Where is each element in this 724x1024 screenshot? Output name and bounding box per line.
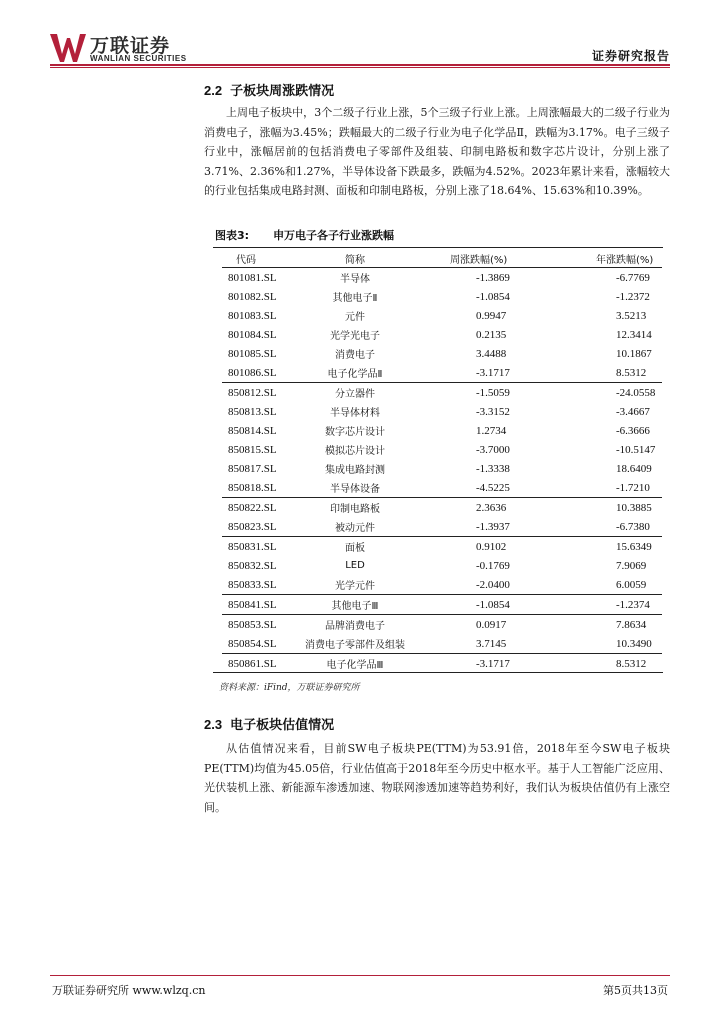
cell-yearly-change: -1.2374	[534, 595, 662, 615]
table-row	[222, 498, 662, 518]
cell-yearly-change: 6.0059	[616, 578, 647, 591]
table-row	[222, 478, 662, 498]
cell-weekly-change: 1.2734	[476, 424, 507, 437]
cell-weekly-change: 0.9102	[408, 537, 534, 557]
cell-code: 801082.SL	[228, 290, 277, 303]
cell-code: 850818.SL	[228, 481, 277, 494]
cell-yearly-change: 10.3490	[616, 637, 652, 650]
cell-name: 电子化学品Ⅲ	[302, 654, 408, 674]
cell-weekly-change: -3.3152	[476, 405, 510, 418]
w-logo-mark-icon	[50, 30, 86, 64]
table-row	[222, 615, 662, 635]
table-row	[222, 595, 662, 615]
table-row	[222, 325, 662, 344]
cell-yearly-change: 7.8634	[534, 615, 662, 635]
cell-yearly-change: 12.3414	[616, 328, 652, 341]
cell-yearly-change: 3.5213	[616, 309, 647, 322]
header-code: 代码	[222, 249, 302, 268]
cell-code: 850854.SL	[228, 637, 277, 650]
cell-name: 集成电路封测	[325, 465, 385, 476]
cell-weekly-change: 2.3636	[408, 498, 534, 518]
table-row	[222, 575, 662, 595]
section-2-2-paragraph: 上周电子板块中，3个二级子行业上涨，5个三级子行业上涨。上周涨幅最大的二级子行业为消费电子，涨幅为3.45%；跌幅最大的二级子行业为电子化学品Ⅱ，跌幅为3.17%。电子三级子行业中，涨幅居前的包括消费电子零部件及组装、印制电路板和数字芯片设计，分别上涨了3.71%、2.36%和1.27%，半导体设备下跌最多，跌幅为4.52%。2023年累计来看，涨幅较大的行业包括集成电路封测、面板和印制电路板，分别上涨了18.64%、15.63%和10.39%。	[204, 106, 670, 198]
cell-yearly-change: -10.5147	[616, 443, 656, 456]
cell-name: 印制电路板	[302, 498, 408, 518]
logo-chinese-name: 万联证券	[90, 35, 171, 57]
header-weekly-change: 周涨跌幅(%)	[408, 249, 534, 268]
cell-name: 面板	[302, 537, 408, 557]
cell-code: 850823.SL	[228, 520, 277, 533]
cell-name: 分立器件	[302, 383, 408, 403]
cell-weekly-change: 0.9947	[476, 309, 507, 322]
header-divider-thin	[50, 67, 670, 68]
table-row	[222, 459, 662, 478]
cell-name: 元件	[345, 312, 365, 323]
section-title-text: 子板块周涨跌情况	[230, 84, 335, 99]
cell-weekly-change: -3.1717	[476, 366, 510, 379]
cell-name: 其他电子Ⅱ	[332, 293, 378, 304]
cell-yearly-change: 7.9069	[616, 559, 647, 572]
section-heading-2-2	[204, 80, 334, 99]
section-number: 2.3	[204, 717, 223, 732]
cell-yearly-change: 8.5312	[616, 366, 647, 379]
cell-weekly-change: -1.3937	[476, 520, 510, 533]
company-logo	[50, 30, 195, 64]
cell-code: 801085.SL	[228, 347, 277, 360]
cell-weekly-change: -3.1717	[408, 654, 534, 674]
table-row	[222, 287, 662, 306]
cell-weekly-change: -0.1769	[476, 559, 510, 572]
cell-yearly-change: -24.0558	[534, 383, 662, 403]
cell-yearly-change: 10.3885	[534, 498, 662, 518]
cell-weekly-change: -1.3338	[476, 462, 510, 475]
footer-page-number: 第5页共13页	[603, 984, 668, 997]
table-row	[222, 440, 662, 459]
cell-name: 光学光电子	[330, 331, 380, 342]
table-row	[222, 556, 662, 575]
header-divider	[50, 64, 670, 66]
table-row	[222, 421, 662, 440]
header-name: 简称	[302, 249, 408, 268]
cell-yearly-change: -6.3666	[616, 424, 650, 437]
cell-name: 消费电子零部件及组装	[305, 640, 405, 651]
cell-yearly-change: 15.6349	[534, 537, 662, 557]
cell-code: 850861.SL	[222, 654, 302, 674]
cell-code: 850813.SL	[228, 405, 277, 418]
table-row	[222, 654, 662, 674]
cell-name: 半导体设备	[330, 484, 380, 495]
industry-performance-table	[222, 249, 662, 673]
cell-name: 被动元件	[335, 523, 375, 534]
cell-weekly-change: -1.0854	[408, 595, 534, 615]
figure-label: 图表3:	[215, 229, 250, 242]
cell-code: 850833.SL	[228, 578, 277, 591]
cell-name: 光学元件	[335, 581, 375, 592]
section-number: 2.2	[204, 83, 223, 98]
table-row	[222, 383, 662, 403]
cell-weekly-change: -3.7000	[476, 443, 510, 456]
cell-name: 半导体材料	[330, 408, 380, 419]
cell-code: 850812.SL	[222, 383, 302, 403]
cell-yearly-change: 10.1867	[616, 347, 652, 360]
cell-name: 模拟芯片设计	[325, 446, 385, 457]
header-yearly-change: 年涨跌幅(%)	[534, 249, 662, 268]
cell-weekly-change: 0.0917	[408, 615, 534, 635]
table-header-row	[222, 249, 662, 268]
cell-yearly-change: -6.7380	[616, 520, 650, 533]
cell-code: 850831.SL	[222, 537, 302, 557]
cell-code: 801084.SL	[228, 328, 277, 341]
cell-yearly-change: -6.7769	[616, 271, 650, 284]
cell-weekly-change: 3.4488	[476, 347, 507, 360]
cell-code: 850815.SL	[228, 443, 277, 456]
footer-website: 万联证券研究所 www.wlzq.cn	[52, 984, 206, 997]
table-row	[222, 402, 662, 421]
section-title-text: 电子板块估值情况	[230, 718, 335, 733]
section-heading-2-3	[204, 714, 334, 733]
cell-code: 801083.SL	[228, 309, 277, 322]
cell-name: 品牌消费电子	[302, 615, 408, 635]
cell-name: 电子化学品Ⅱ	[327, 369, 383, 380]
cell-code: 850841.SL	[222, 595, 302, 615]
cell-code: 850832.SL	[228, 559, 277, 572]
cell-code: 801086.SL	[228, 366, 277, 379]
logo-english-name: WANLIAN SECURITIES	[90, 54, 187, 63]
cell-code: 850822.SL	[222, 498, 302, 518]
cell-name: 数字芯片设计	[325, 427, 385, 438]
footer-divider	[50, 975, 670, 976]
cell-name: 消费电子	[335, 350, 375, 361]
table-row	[222, 344, 662, 363]
table-row	[222, 268, 662, 288]
table-row	[222, 517, 662, 537]
cell-code: 850817.SL	[228, 462, 277, 475]
figure-title	[215, 227, 394, 243]
cell-code: 801081.SL	[228, 271, 277, 284]
cell-code: 850853.SL	[222, 615, 302, 635]
cell-yearly-change: -3.4667	[616, 405, 650, 418]
cell-yearly-change: -1.7210	[616, 481, 650, 494]
cell-weekly-change: -4.5225	[476, 481, 510, 494]
cell-weekly-change: -2.0400	[476, 578, 510, 591]
cell-yearly-change: 8.5312	[534, 654, 662, 674]
figure-title-text: 申万电子各子行业涨跌幅	[273, 229, 395, 242]
cell-weekly-change: 0.2135	[476, 328, 507, 341]
cell-name: 半导体	[340, 274, 370, 285]
cell-name: 其他电子Ⅲ	[302, 595, 408, 615]
cell-code: 850814.SL	[228, 424, 277, 437]
cell-weekly-change: -1.5059	[408, 383, 534, 403]
figure-source: 资料来源：iFind，万联证券研究所	[219, 683, 360, 693]
cell-weekly-change: 3.7145	[476, 637, 507, 650]
table-row	[222, 363, 662, 383]
cell-yearly-change: 18.6409	[616, 462, 652, 475]
cell-weekly-change: -1.0854	[476, 290, 510, 303]
cell-yearly-change: -1.2372	[616, 290, 650, 303]
table-row	[222, 634, 662, 654]
cell-name: LED	[345, 560, 365, 571]
section-2-3-paragraph: 从估值情况来看，目前SW电子板块PE(TTM)为53.91倍，2018年至今SW电子板块PE(TTM)均值为45.05倍，行业估值高于2018年至今历史中枢水平。基于人工智能广泛应用、光伏装机上涨、新能源车渗透加速、物联网渗透加速等趋势利好，我们认为板块估值仍有上涨空间。	[204, 742, 670, 814]
table-row	[222, 537, 662, 557]
cell-weekly-change: -1.3869	[476, 271, 510, 284]
table-row	[222, 306, 662, 325]
report-type-label: 证券研究报告	[591, 49, 670, 63]
